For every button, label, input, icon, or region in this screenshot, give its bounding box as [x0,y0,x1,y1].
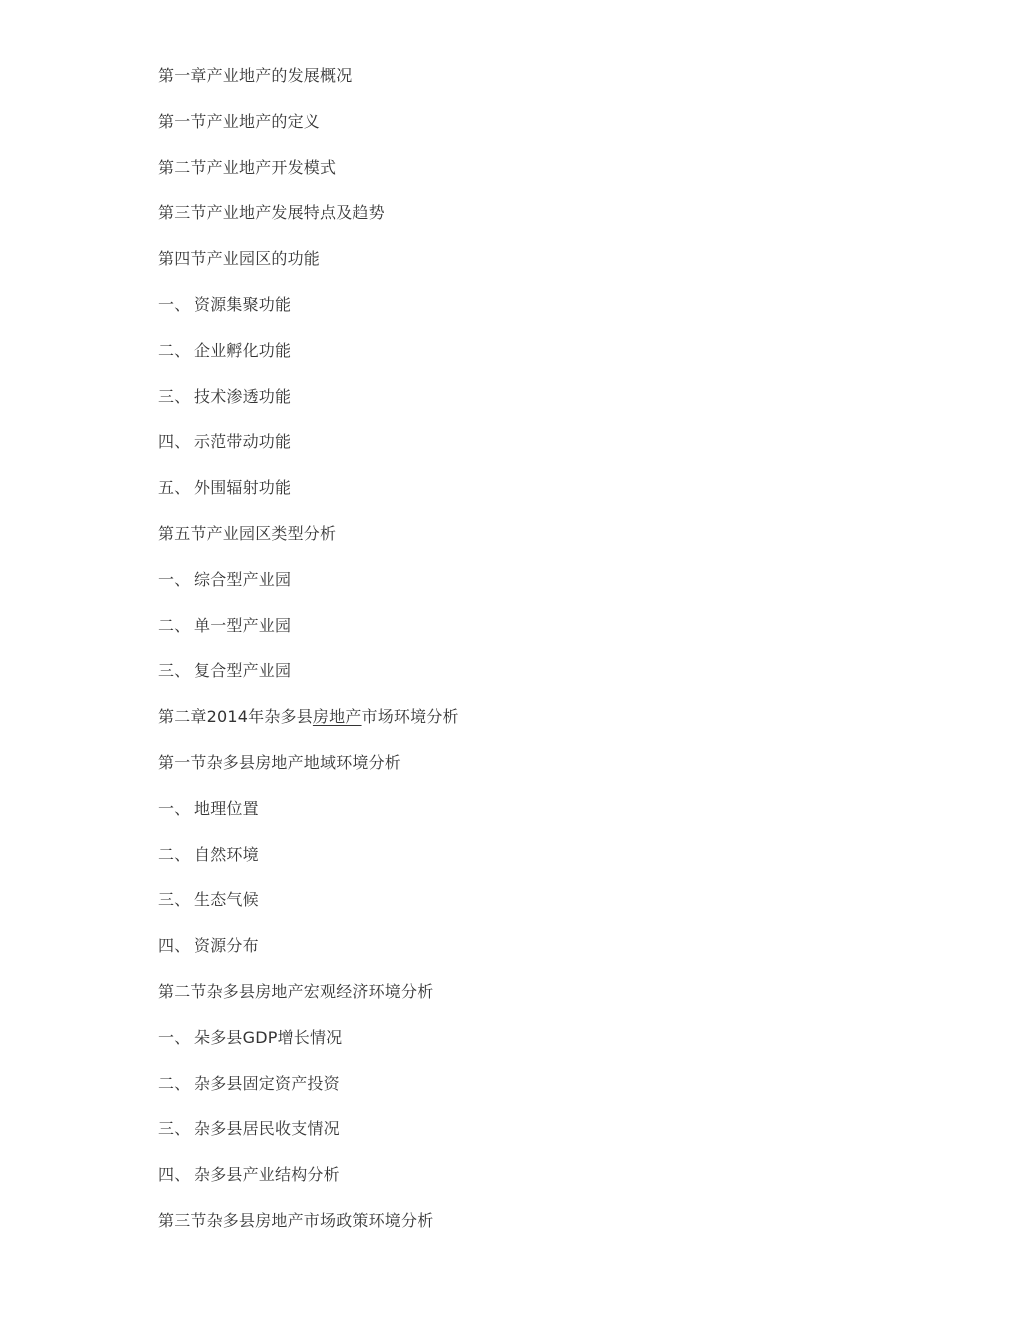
item-number: 四、 [158,1165,191,1185]
item-text: 资源分布 [194,936,259,956]
item-number: 二、 [158,340,191,360]
item-number: 五、 [158,478,191,498]
item-text: 杂多县产业结构分析 [194,1165,340,1185]
list-item [158,295,459,341]
chapter-heading: 第二章2014年杂多县房地产市场环境分析 [158,707,459,727]
item-number: 二、 [158,1073,191,1093]
section-heading: 第二节产业地产开发模式 [158,157,337,177]
list-item [158,1028,459,1074]
item-text: 示范带动功能 [194,432,292,452]
list-item [158,845,459,891]
section-heading: 第四节产业园区的功能 [158,249,321,269]
item-number: 一、 [158,569,191,589]
item-number: 四、 [158,936,191,956]
list-item [158,570,459,616]
item-number: 一、 [158,798,191,818]
section-heading: 第三节杂多县房地产市场政策环境分析 [158,1210,434,1230]
item-text: 生态气候 [194,890,259,910]
item-number: 三、 [158,1119,191,1139]
item-text: 技术渗透功能 [194,386,292,406]
section-heading: 第一节杂多县房地产地域环境分析 [158,752,402,772]
item-number: 二、 [158,615,191,635]
list-item [158,616,459,662]
item-text: 杂多县固定资产投资 [194,1073,340,1093]
chapter-heading: 第一章产业地产的发展概况 [158,66,353,85]
list-item [158,478,459,524]
item-number: 二、 [158,844,191,864]
list-item [158,661,459,707]
item-number: 三、 [158,386,191,406]
item-number: 三、 [158,661,191,681]
table-of-contents [158,66,459,1257]
item-text: 朵多县GDP增长情况 [194,1027,343,1047]
real-estate-link[interactable]: 房地产 [312,707,362,727]
list-item [158,1165,459,1211]
item-text: 杂多县居民收支情况 [194,1119,340,1139]
section-heading: 第二节杂多县房地产宏观经济环境分析 [158,981,434,1001]
list-item [158,387,459,433]
item-text: 自然环境 [194,844,259,864]
list-item [158,936,459,982]
list-item [158,341,459,387]
section-heading: 第三节产业地产发展特点及趋势 [158,203,385,223]
item-text: 资源集聚功能 [194,294,292,314]
item-text: 地理位置 [194,798,259,818]
section-heading: 第一节产业地产的定义 [158,111,321,131]
item-text: 单一型产业园 [194,615,292,635]
item-number: 四、 [158,432,191,452]
list-item [158,432,459,478]
item-number: 三、 [158,890,191,910]
item-text: 企业孵化功能 [194,340,292,360]
section-heading: 第五节产业园区类型分析 [158,523,337,543]
item-number: 一、 [158,294,191,314]
list-item [158,799,459,845]
list-item [158,1119,459,1165]
item-text: 外围辐射功能 [194,478,292,498]
list-item [158,1074,459,1120]
list-item [158,890,459,936]
item-text: 复合型产业园 [194,661,292,681]
item-number: 一、 [158,1027,191,1047]
item-text: 综合型产业园 [194,569,292,589]
